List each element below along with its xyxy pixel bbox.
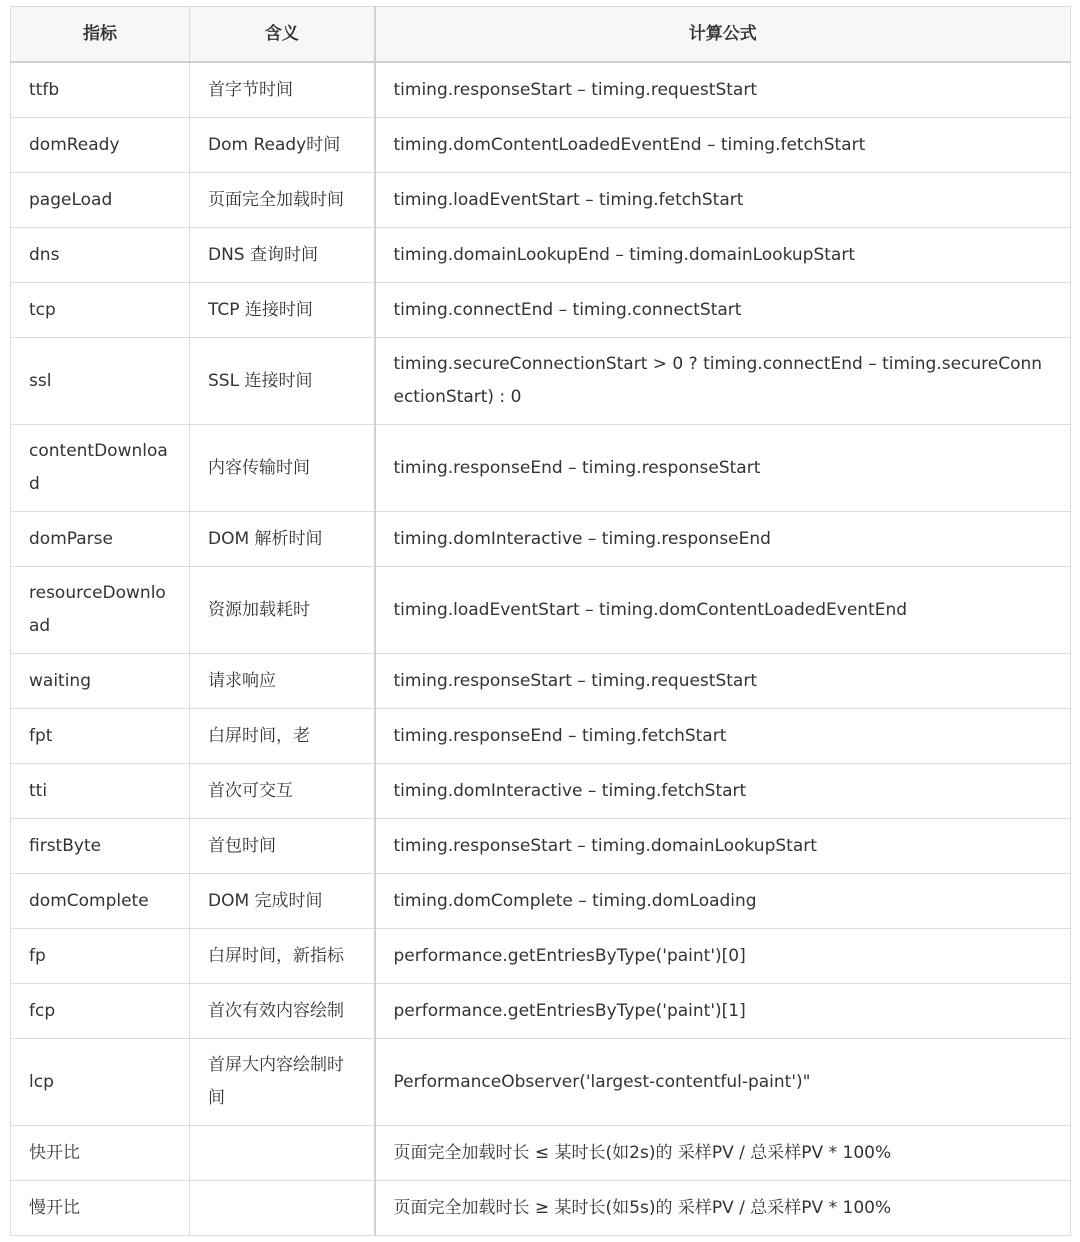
table-header	[11, 7, 1071, 63]
cell-formula: timing.loadEventStart – timing.domContentLoadedEventEnd	[375, 567, 1071, 654]
table-row	[11, 1039, 1071, 1126]
cell-metric: lcp	[11, 1039, 190, 1126]
cell-metric: fcp	[11, 984, 190, 1039]
cell-metric: 快开比	[11, 1126, 190, 1181]
cell-metric: tcp	[11, 283, 190, 338]
cell-meaning: 资源加载耗时	[190, 567, 375, 654]
cell-meaning: 页面完全加载时间	[190, 173, 375, 228]
table-row	[11, 425, 1071, 512]
table-row	[11, 1181, 1071, 1236]
header-metric: 指标	[11, 7, 190, 63]
cell-metric: domComplete	[11, 874, 190, 929]
cell-metric: waiting	[11, 654, 190, 709]
cell-meaning: 首字节时间	[190, 62, 375, 118]
table-row	[11, 283, 1071, 338]
cell-formula: 页面完全加载时长 ≥ 某时长(如5s)的 采样PV / 总采样PV * 100%	[375, 1181, 1071, 1236]
cell-formula: timing.secureConnectionStart > 0 ? timing.connectEnd – timing.secureConnectionStart) : 0	[375, 338, 1071, 425]
table-row	[11, 567, 1071, 654]
cell-meaning: Dom Ready时间	[190, 118, 375, 173]
table-row	[11, 118, 1071, 173]
header-formula: 计算公式	[375, 7, 1071, 63]
cell-metric: ttfb	[11, 62, 190, 118]
cell-meaning: 首屏大内容绘制时间	[190, 1039, 375, 1126]
cell-meaning: TCP 连接时间	[190, 283, 375, 338]
cell-metric: dns	[11, 228, 190, 283]
cell-formula: timing.responseEnd – timing.responseStart	[375, 425, 1071, 512]
cell-metric: ssl	[11, 338, 190, 425]
cell-metric: 慢开比	[11, 1181, 190, 1236]
cell-formula: timing.loadEventStart – timing.fetchStart	[375, 173, 1071, 228]
cell-metric: contentDownload	[11, 425, 190, 512]
cell-formula: timing.domContentLoadedEventEnd – timing.fetchStart	[375, 118, 1071, 173]
cell-formula: timing.domainLookupEnd – timing.domainLookupStart	[375, 228, 1071, 283]
cell-meaning: DOM 解析时间	[190, 512, 375, 567]
cell-metric: domParse	[11, 512, 190, 567]
cell-formula: timing.responseEnd – timing.fetchStart	[375, 709, 1071, 764]
cell-metric: firstByte	[11, 819, 190, 874]
table-row	[11, 709, 1071, 764]
table-row	[11, 874, 1071, 929]
cell-formula: timing.domInteractive – timing.responseEnd	[375, 512, 1071, 567]
table-row	[11, 984, 1071, 1039]
cell-meaning: DNS 查询时间	[190, 228, 375, 283]
table-row	[11, 819, 1071, 874]
metrics-table	[10, 6, 1071, 1236]
metrics-table-container	[10, 6, 1070, 1236]
cell-meaning: 内容传输时间	[190, 425, 375, 512]
cell-meaning: DOM 完成时间	[190, 874, 375, 929]
cell-meaning: 首次有效内容绘制	[190, 984, 375, 1039]
cell-formula: timing.domInteractive – timing.fetchStart	[375, 764, 1071, 819]
cell-formula: performance.getEntriesByType('paint')[0]	[375, 929, 1071, 984]
cell-formula: performance.getEntriesByType('paint')[1]	[375, 984, 1071, 1039]
table-row	[11, 1126, 1071, 1181]
cell-formula: timing.responseStart – timing.requestStart	[375, 654, 1071, 709]
cell-metric: fp	[11, 929, 190, 984]
cell-meaning: 首次可交互	[190, 764, 375, 819]
table-row	[11, 512, 1071, 567]
cell-meaning: 首包时间	[190, 819, 375, 874]
cell-metric: domReady	[11, 118, 190, 173]
cell-formula: timing.responseStart – timing.requestStart	[375, 62, 1071, 118]
table-row	[11, 62, 1071, 118]
table-row	[11, 654, 1071, 709]
cell-formula: timing.responseStart – timing.domainLookupStart	[375, 819, 1071, 874]
table-row	[11, 929, 1071, 984]
cell-meaning: SSL 连接时间	[190, 338, 375, 425]
cell-formula: timing.domComplete – timing.domLoading	[375, 874, 1071, 929]
cell-meaning: 白屏时间，新指标	[190, 929, 375, 984]
table-body	[11, 62, 1071, 1236]
cell-formula: PerformanceObserver('largest-contentful-paint')"	[375, 1039, 1071, 1126]
cell-metric: fpt	[11, 709, 190, 764]
cell-meaning	[190, 1126, 375, 1181]
header-meaning: 含义	[190, 7, 375, 63]
cell-meaning: 请求响应	[190, 654, 375, 709]
table-row	[11, 338, 1071, 425]
table-row	[11, 764, 1071, 819]
header-row	[11, 7, 1071, 63]
cell-meaning: 白屏时间，老	[190, 709, 375, 764]
cell-formula: 页面完全加载时长 ≤ 某时长(如2s)的 采样PV / 总采样PV * 100%	[375, 1126, 1071, 1181]
table-row	[11, 173, 1071, 228]
cell-metric: tti	[11, 764, 190, 819]
cell-metric: resourceDownload	[11, 567, 190, 654]
cell-metric: pageLoad	[11, 173, 190, 228]
cell-meaning	[190, 1181, 375, 1236]
cell-formula: timing.connectEnd – timing.connectStart	[375, 283, 1071, 338]
table-row	[11, 228, 1071, 283]
